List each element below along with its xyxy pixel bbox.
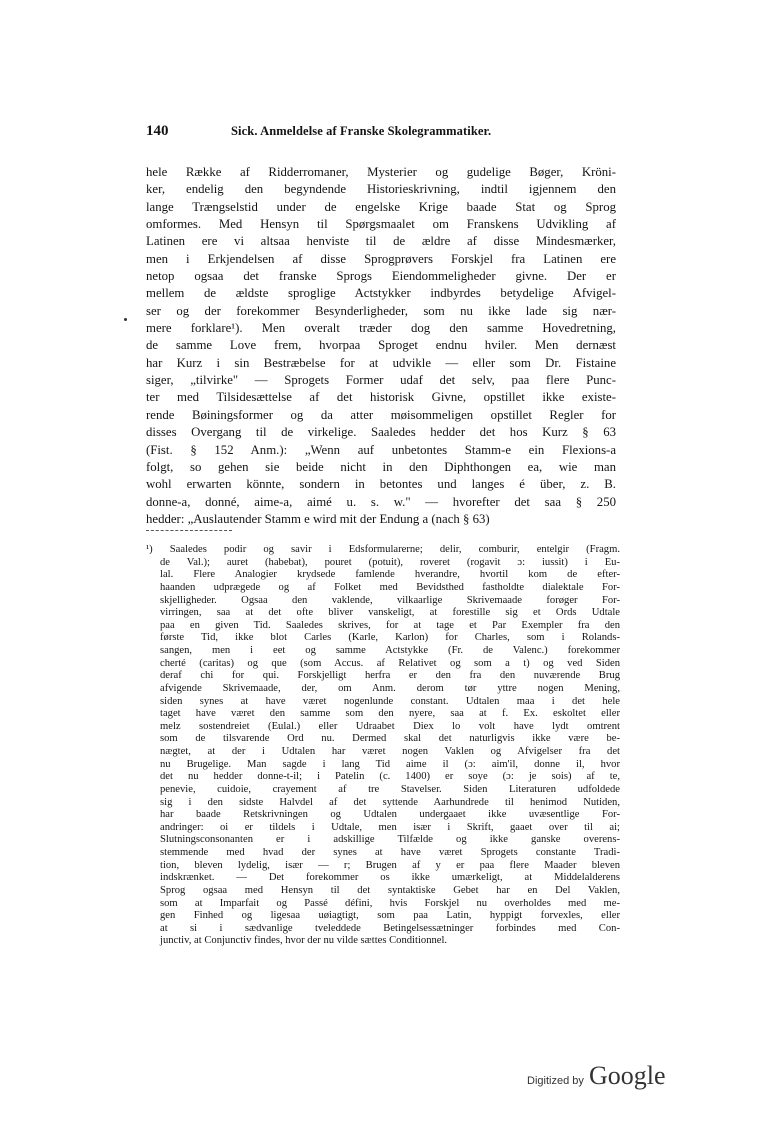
footnote-divider xyxy=(146,530,232,531)
footnote-line: Sprog ogsaa med Hensyn til det syntaktiske Gebet har en Del Vaklen, xyxy=(160,884,620,896)
margin-mark xyxy=(124,318,127,321)
body-line: lange Trængselstid under de engelske Krige baade Stat og Sprog xyxy=(146,199,616,214)
body-line: har Kurz i sin Bestræbelse for at udvikle — eller som Dr. Fistaine xyxy=(146,355,616,370)
footnote-line: første Tid, ikke blot Carles (Karle, Karlon) for Charles, som i Rolands- xyxy=(160,632,620,644)
body-line: folgt, so gehen sie beide nicht in den Diphthongen ea, wie man xyxy=(146,459,616,474)
footnote-line: lal. Flere Analogier krydsede famlende hverandre, hvortil kom de efter- xyxy=(160,569,620,581)
footnote-line: Slutningsconsonanten er i adskillige Tilfælde og ikke ganske overens- xyxy=(160,834,620,846)
body-line: rende Bøiningsformer og da atter møisommeligen opstillet Regler for xyxy=(146,407,616,422)
body-line: de samme Love frem, hvorpaa Sproget endnu hviler. Men dernæst xyxy=(146,338,616,353)
page-number: 140 xyxy=(146,123,169,139)
body-line: mellem de ældste sproglige Actstykker indbyrdes betydelige Afvigel- xyxy=(146,286,616,301)
body-line: wohl erwarten könnte, sondern in betontes und langes é über, z. B. xyxy=(146,477,616,492)
running-head: Sick. Anmeldelse af Franske Skolegrammatiker. xyxy=(231,124,492,138)
body-line: hele Række af Ridderromaner, Mysterier og gudelige Bøger, Kröni- xyxy=(146,165,616,179)
footnote-line: ¹) Saaledes podir og savir i Edsformularerne; delir, comburir, entelgir (Fragm. xyxy=(146,544,620,555)
footnotes xyxy=(146,544,620,948)
page-header xyxy=(139,123,619,143)
body-line: ser og der forekommer Besynderligheder, som nu ikke lade sig nær- xyxy=(146,303,616,318)
footnote-line: paa en given Tid. Saaledes skrives, for at tage et Par Exempler fra den xyxy=(160,619,620,631)
body-line: Latinen ere vi altsaa henviste til de ældre af disse Mindesmærker, xyxy=(146,234,616,249)
footnote-line: skjelligheder. Ogsaa den vaklende, vilkaarlige Skrivemaade forøger For- xyxy=(160,594,620,606)
footnote-line: nægtet, at der i Udtalen har været nogen Vaklen og Afvigelser fra det xyxy=(160,746,620,757)
footnote-line: stemmende med hvad der synes at have været Sprogets constante Tradi- xyxy=(160,847,620,858)
digitized-by-label: Digitized by xyxy=(527,1075,584,1087)
footnote-line: siden synes at have været nogenlunde constant. Udtalen maa i det hele xyxy=(160,695,620,707)
body-line: men i Erkjendelsen af disse Sprogprøvers Forskjel fra Latinen ere xyxy=(146,251,616,266)
footnote-line: cherté (caritas) og que (som Accus. af Relativet og som a t) og ved Siden xyxy=(160,657,620,669)
body-line: donne-a, donné, aime-a, aimé u. s. w." — hvorefter det saa § 250 xyxy=(146,494,616,509)
footnote-line: som at Imparfait og Passé défini, hvis Forskjel nu overholdes med me- xyxy=(160,897,620,909)
body-line: netop ogsaa det franske Sprogs Eiendommeligheder givne. Der er xyxy=(146,269,616,284)
footnote-line: junctiv, at Conjunctiv findes, hvor der nu vilde sættes Conditionnel. xyxy=(160,935,448,947)
footnote-line: andringer: oi er tildels i Udtale, men især i Skrift, gaaet over til ai; xyxy=(160,821,620,833)
body-line: hedder: „Auslautender Stamm e wird mit der Endung a (nach § 63) xyxy=(146,511,490,526)
body-text xyxy=(146,164,616,528)
footnote-line: som de tilsvarende Ord nu. Dermed skal det naturligvis ikke være be- xyxy=(160,733,620,745)
footnote-line: de Val.); auret (habebat), pouret (potuit), roveret (rogavit ɔ: iussit) i Eu- xyxy=(160,556,620,568)
footnote-line: gen Finhed og ligesaa uøiagtigt, som paa Latin, hyppigt forvexles, eller xyxy=(160,910,620,922)
footnote-line: afvigende Skrivemaade, der, om Anm. derom tør yttre nogen Mening, xyxy=(160,682,620,694)
footnote-line: taget have været den samme som den nyere, saa at f. Ex. eskoltet eller xyxy=(160,708,620,720)
footnote-line: tion, bleven lydelig, især — r; Brugen af y er paa flere Maader bleven xyxy=(160,859,620,871)
footnote-line: sig i den sidste Halvdel af det syttende Aarhundrede til henimod Nutiden, xyxy=(160,796,620,808)
footnote-line: det nu hedder donne-t-il; i Patelin (c. 1400) er soye (ɔ: je sois) af te, xyxy=(160,771,620,783)
body-line: siger, „tilvirke" — Sprogets Former udaf det selv, paa flere Punc- xyxy=(146,373,616,388)
footnote-line: virringen, saa at det ofte bliver vanskeligt, at forestille sig et Ords Udtale xyxy=(160,607,620,619)
body-line: ter med Tilsidesættelse af det historisk Givne, opstillet ikke existe- xyxy=(146,390,616,405)
google-watermark xyxy=(527,1063,687,1095)
body-line: ker, endelig den begyndende Historieskrivning, indtil igjennem den xyxy=(146,182,616,197)
footnote-line: har baade Retskrivningen og Udtalen undergaaet ikke uvæsentlige For- xyxy=(160,809,620,821)
footnote-line: sangen, men i eet og samme Actstykke (Fr. de Valenc.) forekommer xyxy=(160,645,620,656)
footnote-line: haanden udprægede og af Folket med Bevidsthed fastholdte dialektale For- xyxy=(160,581,620,593)
body-line: mere forklare¹). Men overalt træder dog den samme Hovedretning, xyxy=(146,321,616,336)
google-logo: Google xyxy=(589,1061,666,1090)
footnote-line: deraf chi for qui. Forskjelligt herfra er den fra den nuværende Brug xyxy=(160,670,620,682)
footnote-line: indskrænket. — Det forekommer os ikke umærkeligt, at Middelalderens xyxy=(160,872,620,884)
footnote-line: melz sostendreiet (Eulal.) eller Udraabet Diex lo volt have lydt omtrent xyxy=(160,720,620,732)
body-line: omformes. Med Hensyn til Spørgsmaalet om Franskens Udvikling af xyxy=(146,217,616,232)
footnote-line: penevie, cuidoie, crayement af tre Stavelser. Siden Literaturen udfoldede xyxy=(160,783,620,795)
footnote-line: at si i sædvanlige tveleddede Betingelsessætninger forbindes med Con- xyxy=(160,922,620,934)
body-line: (Fist. § 152 Anm.): „Wenn auf unbetontes Stamm-e ein Flexions-a xyxy=(146,442,616,457)
body-line: disses Overgang til de virkelige. Saaledes hedder det hos Kurz § 63 xyxy=(146,425,616,440)
footnote-line: nu Brugelige. Man sagde i lang Tid aime il (ɔ: aim'il, donne il, hvor xyxy=(160,758,620,770)
